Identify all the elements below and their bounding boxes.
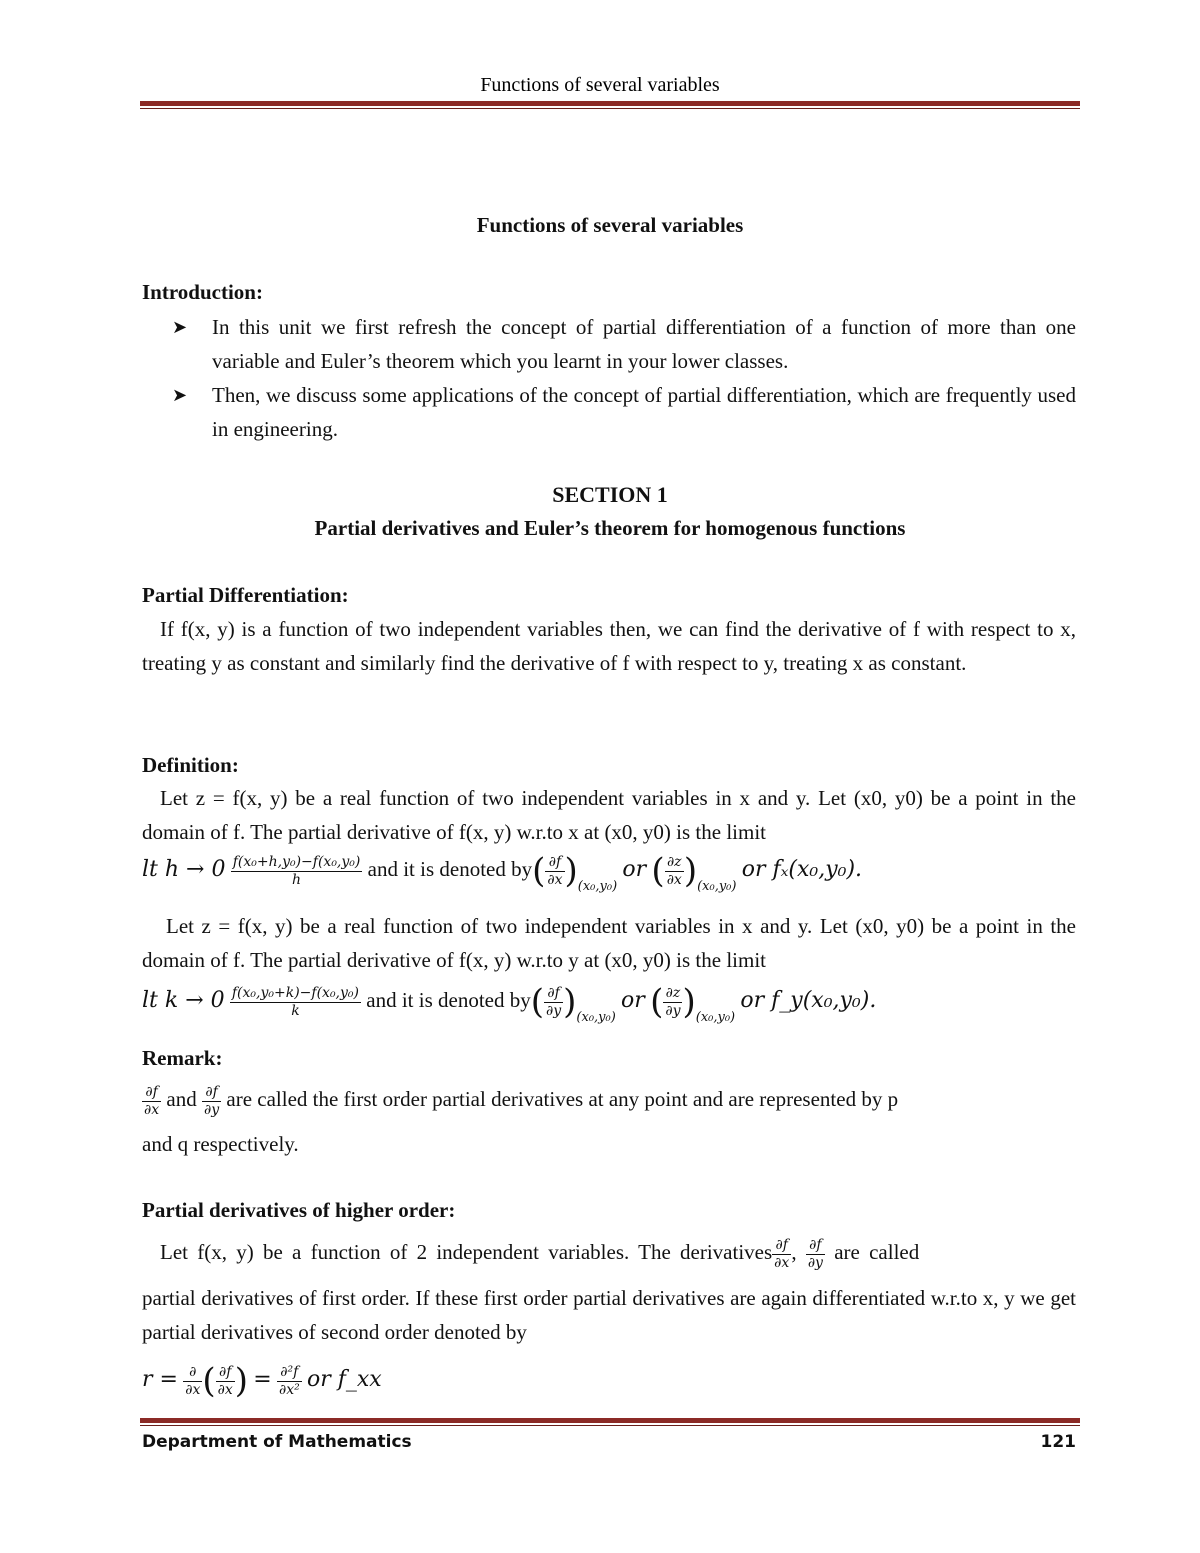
- page-number: 121: [1040, 1432, 1076, 1452]
- header-rule-thin: [140, 108, 1080, 109]
- footer-rule-thin: [140, 1425, 1080, 1426]
- higher-order-line-1: Let f(x, y) be a function of 2 independent variables. The derivatives $\frac{\partial f}{\partial x}$ , $\frac{\partial f}{\partial y}$ are called: [160, 1236, 920, 1271]
- definition-x-formula: lt h → 0 $\frac{\text{f(x₀+h,y₀)−f(x₀,y₀)}}{h}$ and it is denoted by( $\frac{\partial f}{\partial x}$ )$_{(x_0,y_0)}$ or ( $\frac{\partial z}{\partial x}$ )$_{(x_0,y_0)}$ or fₓ(x₀,y₀).: [142, 851, 863, 894]
- footer-rule: [140, 1418, 1080, 1423]
- partial-diff-heading: Partial Differentiation:: [142, 583, 349, 607]
- higher-order-formula: r = $\frac{\partial}{\partial x}$ ( $\frac{\partial f}{\partial x}$ ) = $\frac{\text{∂²f}}{\text{∂x²}}$ or f_xx: [142, 1361, 382, 1402]
- limit-fraction: $\frac{\text{f(x₀,y₀+k)−f(x₀,y₀)}}{k}$: [231, 984, 359, 1019]
- definition-heading: Definition:: [142, 753, 239, 777]
- higher-order-text: partial derivatives of first order. If these first order partial derivatives are again differentiated w.r.to x, y we get partial derivatives of second order denoted by: [142, 1286, 1076, 1344]
- arrow-bullet-icon: ➤: [172, 385, 188, 405]
- higher-order-heading: Partial derivatives of higher order:: [142, 1198, 456, 1222]
- intro-heading: Introduction:: [142, 280, 263, 304]
- arrow-bullet-icon: ➤: [172, 317, 188, 337]
- definition-x-text: Let z = f(x, y) be a real function of two independent variables in x and y. Let (x0, y0) be a point in the domain of f. The partial derivative of f(x, y) w.r.to x at (x0, y0) is the limit: [142, 786, 1076, 844]
- header-rule: [140, 101, 1080, 106]
- section-subtitle: Partial derivatives and Euler’s theorem for homogenous functions: [314, 516, 906, 540]
- running-header: Functions of several variables: [480, 74, 720, 96]
- section-number: SECTION 1: [552, 482, 668, 507]
- intro-bullet-list: [172, 310, 1076, 446]
- remark-line: $\frac{\partial f}{\partial x}$ and $\frac{\partial f}{\partial y}$ are called the first order partial derivatives at any point and are represented by p: [144, 1083, 899, 1118]
- definition-y-text: Let z = f(x, y) be a real function of two independent variables in x and y. Let (x0, y0) be a point in the domain of f. The partial derivative of f(x, y) w.r.to y at (x0, y0) is the limit: [142, 914, 1076, 972]
- partial-diff-text: If f(x, y) is a function of two independent variables then, we can find the derivative of f with respect to x, treating y as constant and similarly find the derivative of f with respect to y, treating x as constant.: [142, 617, 1076, 675]
- footer-department: Department of Mathematics: [142, 1432, 412, 1452]
- remark-heading: Remark:: [142, 1046, 223, 1070]
- remark-line-2: and q respectively.: [142, 1132, 299, 1156]
- intro-bullet-2: ➤ Then, we discuss some applications of the concept of partial differentiation, which are frequently used in engineering.: [172, 378, 1076, 446]
- intro-bullet-1: ➤ In this unit we first refresh the concept of partial differentiation of a function of more than one variable and Euler’s theorem which you learnt in your lower classes.: [172, 310, 1076, 378]
- page-title: Functions of several variables: [476, 213, 744, 237]
- limit-fraction: $\frac{\text{f(x₀+h,y₀)−f(x₀,y₀)}}{h}$: [232, 853, 361, 888]
- definition-y-formula: lt k → 0 $\frac{\text{f(x₀,y₀+k)−f(x₀,y₀)}}{k}$ and it is denoted by( $\frac{\partial f}{\partial y}$ )$_{(x_0,y_0)}$ or ( $\frac{\partial z}{\partial y}$ )$_{(x_0,y_0)}$ or f_y(x₀,y₀).: [142, 982, 877, 1025]
